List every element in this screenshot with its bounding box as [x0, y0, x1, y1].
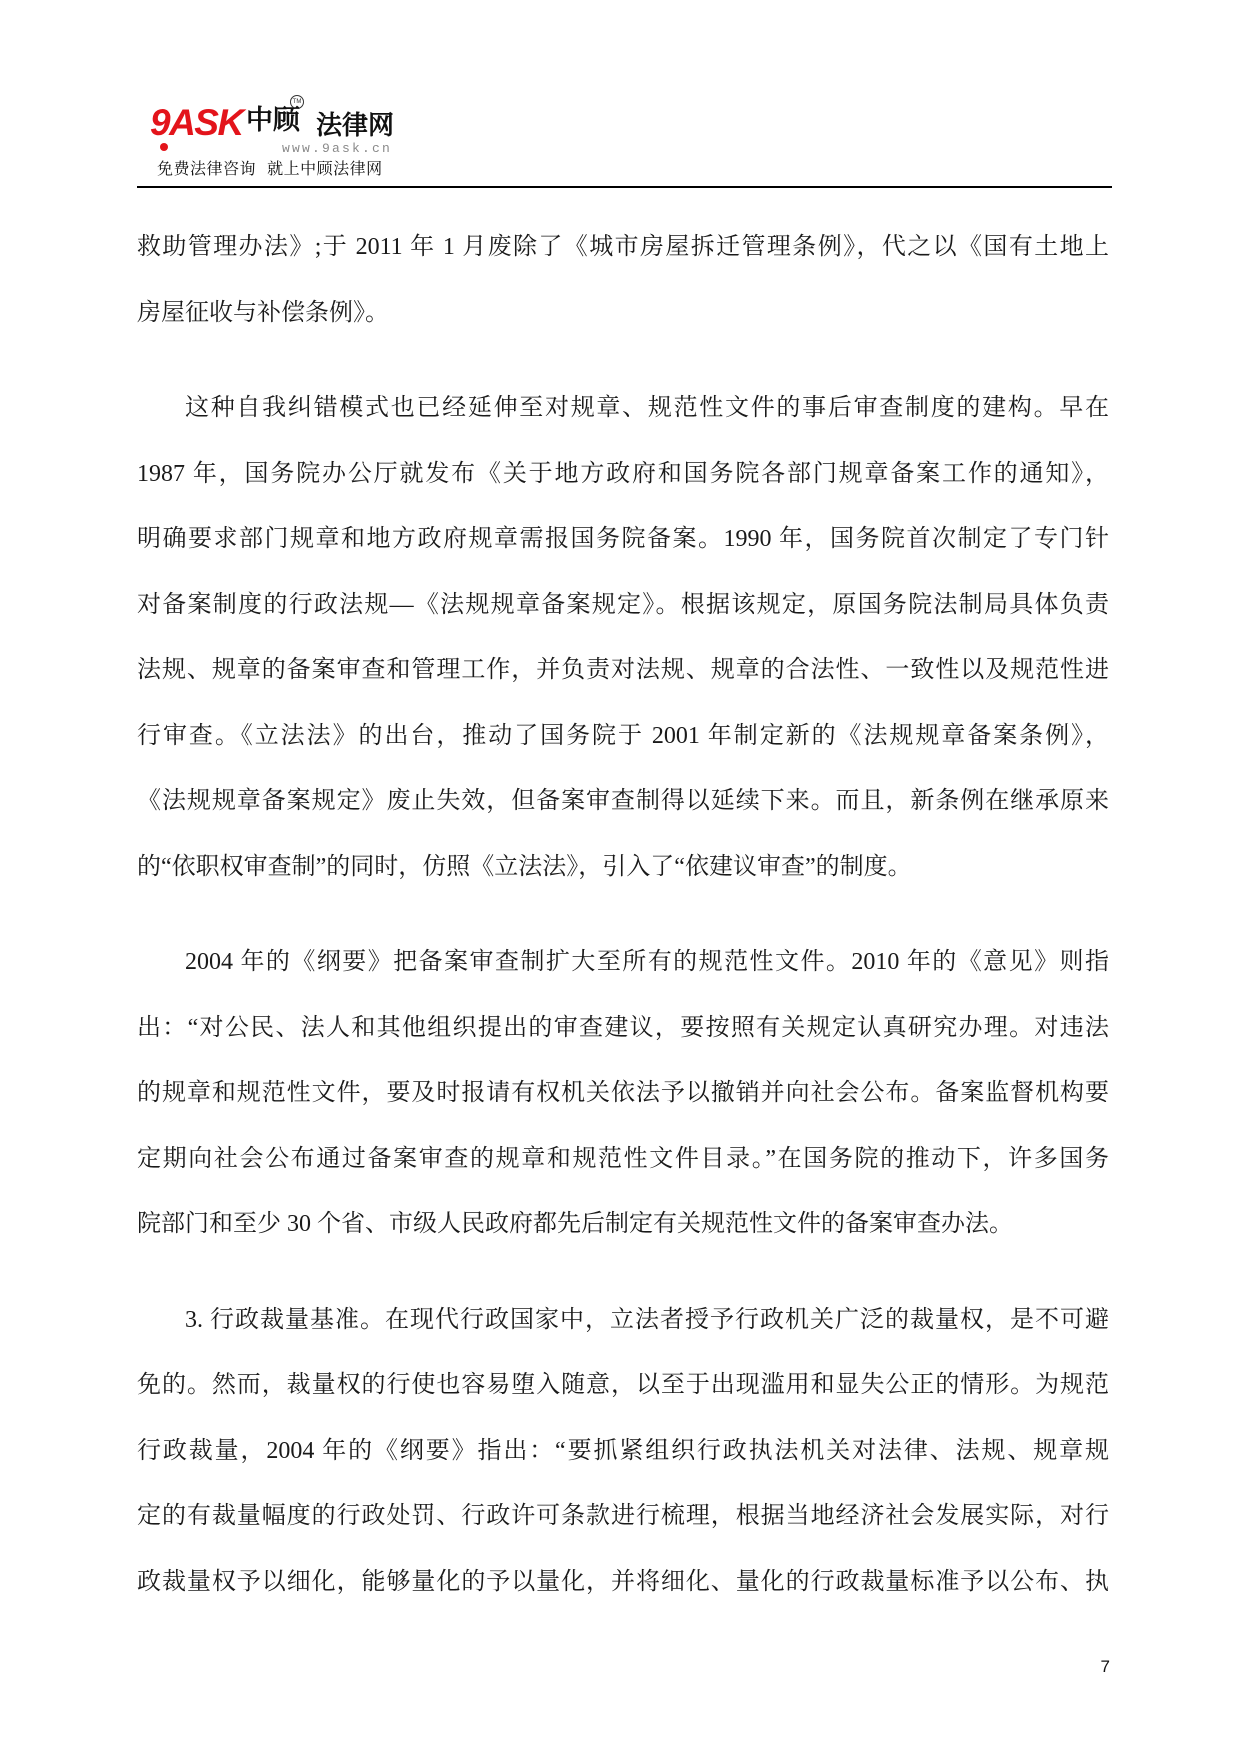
text-line: 《法规规章备案规定》废止失效，但备案审查制得以延续下来。而且，新条例在继承原来	[137, 788, 1109, 814]
text-line: 免的。然而，裁量权的行使也容易堕入随意，以至于出现滥用和显失公正的情形。为规范	[137, 1372, 1109, 1398]
text-line: 房屋征收与补偿条例》。	[137, 299, 389, 326]
text-line: 出：“对公民、法人和其他组织提出的审查建议，要按照有关规定认真研究办理。对违法	[137, 1014, 1109, 1041]
logo-url: www.9ask.cn	[282, 141, 393, 156]
logo-brand-latin: 9ASK	[150, 102, 243, 143]
text-line: 对备案制度的行政法规—《法规规章备案规定》。根据该规定，原国务院法制局具体负责	[137, 591, 1109, 618]
text-line: 行审查。《立法法》的出台，推动了国务院于 2001 年制定新的《法规规章备案条例》，	[137, 722, 1109, 749]
text-line: 3. 行政裁量基准。在现代行政国家中，立法者授予行政机关广泛的裁量权，是不可避	[185, 1306, 1109, 1333]
paragraph	[137, 376, 1109, 900]
text-line: 院部门和至少 30 个省、市级人民政府都先后制定有关规范性文件的备案审查办法。	[137, 1211, 1013, 1237]
text-line: 行政裁量，2004 年的《纲要》指出：“要抓紧组织行政执法机关对法律、法规、规章规	[137, 1437, 1109, 1464]
document-body	[137, 215, 1109, 1645]
logo-brand-suffix: 法律网	[316, 111, 395, 141]
header-divider	[137, 186, 1112, 188]
paragraph	[137, 1288, 1109, 1616]
logo-brand-cn: 中顾	[246, 105, 300, 136]
text-line: 政裁量权予以细化，能够量化的予以量化，并将细化、量化的行政裁量标准予以公布、执	[137, 1568, 1109, 1595]
logo-slogan: 免费法律咨询 就上中顾法律网	[157, 159, 383, 178]
text-line: 定期向社会公布通过备案审查的规章和规范性文件目录。”在国务院的推动下，许多国务	[137, 1145, 1109, 1172]
text-line: 2004 年的《纲要》把备案审查制扩大至所有的规范性文件。2010 年的《意见》则指	[185, 949, 1109, 975]
text-line: 明确要求部门规章和地方政府规章需报国务院备案。1990 年，国务院首次制定了专门针	[137, 526, 1109, 552]
paragraph	[137, 930, 1109, 1258]
page-number: 7	[1100, 1657, 1110, 1676]
text-line: 1987 年，国务院办公厅就发布《关于地方政府和国务院各部门规章备案工作的通知》，	[137, 460, 1109, 487]
paragraph	[137, 215, 1109, 346]
text-line: 的规章和规范性文件，要及时报请有权机关依法予以撤销并向社会公布。备案监督机构要	[137, 1080, 1109, 1106]
text-line: 的“依职权审查制”的同时，仿照《立法法》，引入了“依建议审查”的制度。	[137, 853, 912, 880]
text-line: 定的有裁量幅度的行政处罚、行政许可条款进行梳理，根据当地经济社会发展实际，对行	[137, 1503, 1109, 1529]
text-line: 救助管理办法》;于 2011 年 1 月废除了《城市房屋拆迁管理条例》，代之以《国有土地上	[137, 234, 1109, 260]
logo-dot-icon	[160, 143, 168, 151]
trademark-icon: TM	[290, 95, 304, 109]
text-line: 法规、规章的备案审查和管理工作，并负责对法规、规章的合法性、一致性以及规范性进	[137, 657, 1109, 683]
text-line: 这种自我纠错模式也已经延伸至对规章、规范性文件的事后审查制度的建构。早在	[185, 395, 1109, 421]
